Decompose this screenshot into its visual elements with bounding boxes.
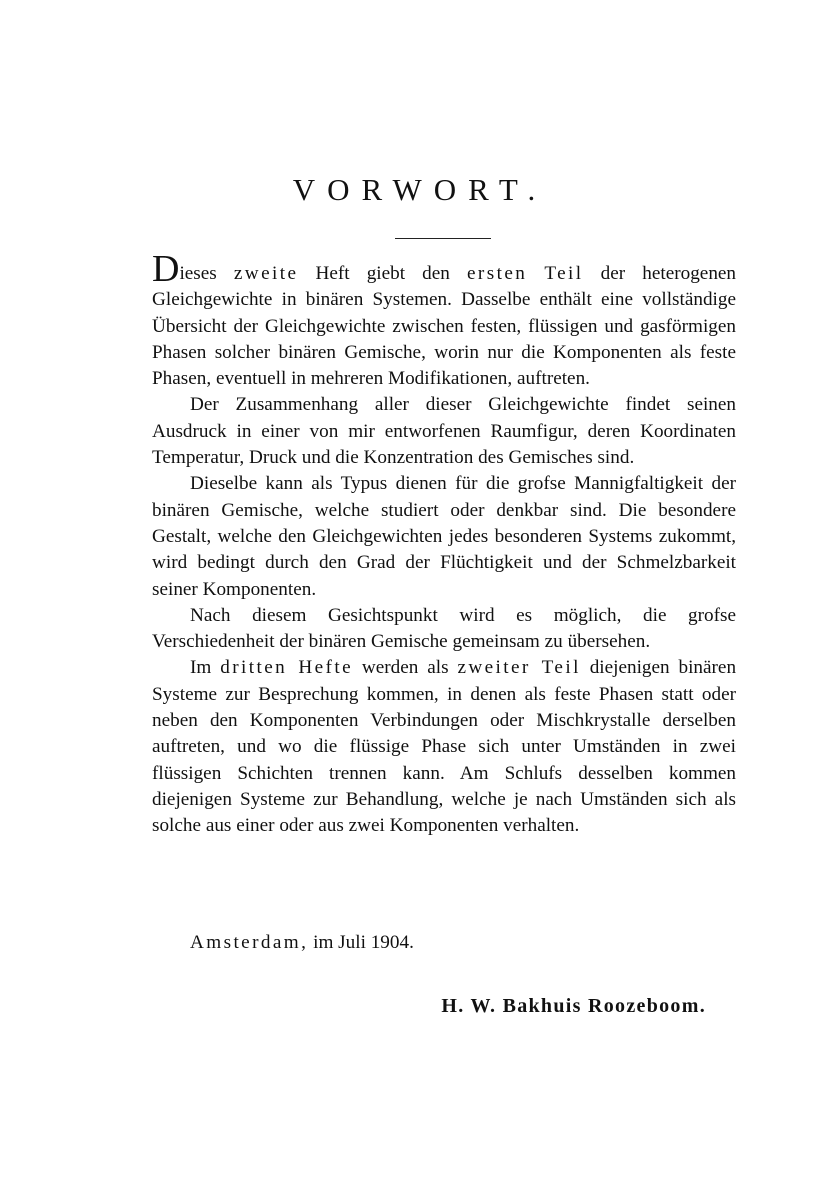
place-and-date [190, 930, 414, 956]
paragraph-5-lead: Im [190, 657, 212, 679]
paragraph-5-rest: diejenigen binären Systeme zur Besprechung kommen, in denen als feste Phasen statt oder neben den Komponenten Verbindungen oder Mischkrystalle derselben auftreten, und wo die flüssige Phase sich unter Umständen in zwei flüssigen Schichten trennen kann. Am Schlufs desselben kommen diejenigen Systeme zur Behandlung, welche je nach Umständen sich als solche aus einer oder aus zwei Komponenten verhalten. [152, 657, 737, 837]
author-signature: H. W. Bakhuis Roozeboom. [441, 995, 706, 1017]
paragraph-5-mid: werden als [361, 657, 449, 679]
paragraph-1-lead: ieses [179, 263, 217, 284]
preface-body [152, 248, 737, 840]
emphasis-dritten-hefte: dritten Hefte [220, 657, 353, 679]
paragraph-1-rest: der heterogenen Gleichgewichte in binären Systemen. Dasselbe enthält eine vollständige Übersicht der Gleichgewichte zwischen festen, flüssigen und gasförmigen Phasen solcher binären Gemische, worin nur die Komponenten als feste Phasen, eventuell in mehreren Modifikationen, auftreten. [152, 263, 737, 390]
title-divider [395, 238, 491, 239]
paragraph-5 [152, 655, 736, 839]
paragraph-2: Der Zusammenhang aller dieser Gleichgewichte findet seinen Ausdruck in einer von mir entworfenen Raumfigur, deren Koordinaten Temperatur, Druck und die Konzentration des Gemisches sind. [152, 394, 736, 469]
paragraph-4: Nach diesem Gesichtspunkt wird es möglich, die grofse Verschiedenheit der binären Gemische gemeinsam zu übersehen. [152, 604, 736, 653]
page-title: VORWORT. [292, 172, 548, 207]
drop-cap: D [152, 248, 180, 290]
emphasis-teil: Teil [544, 263, 584, 284]
paragraph-1 [152, 248, 737, 392]
emphasis-zweiter-teil: zweiter Teil [457, 657, 581, 679]
emphasis-zweite: zweite [233, 263, 299, 284]
emphasis-ersten: ersten [467, 263, 528, 284]
date: im Juli 1904. [313, 932, 414, 953]
paragraph-3: Dieselbe kann als Typus dienen für die grofse Mannigfaltigkeit der binären Gemische, welche studiert oder denkbar sind. Die besondere Gestalt, welche den Gleichgewichten jedes besonderen Systems zukommt, wird bedingt durch den Grad der Flüchtigkeit und der Schmelzbarkeit seiner Komponenten. [152, 473, 736, 600]
place: Amsterdam, [190, 932, 309, 953]
paragraph-1-mid: Heft giebt den [315, 263, 450, 284]
